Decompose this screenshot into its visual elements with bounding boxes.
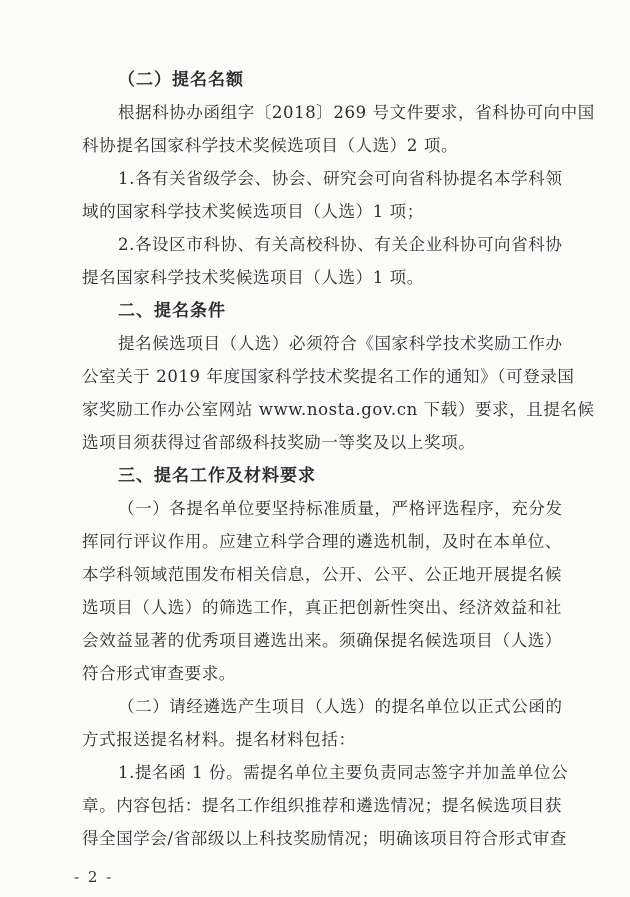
section-heading-quota: （二）提名名额: [118, 70, 244, 90]
paragraph-line: 符合形式审查要求。: [82, 664, 236, 683]
page-number: - 2 -: [74, 868, 114, 886]
paragraph-line: （二）请经遴选产生项目（人选）的提名单位以正式公函的: [118, 697, 563, 716]
section-heading-conditions: 二、提名条件: [118, 301, 226, 321]
paragraph-line: 提名候选项目（人选）必须符合《国家科学技术奖励工作办: [118, 334, 563, 353]
paragraph-line: 2.各设区市科协、有关高校科协、有关企业科协可向省科协: [118, 235, 563, 254]
paragraph-line: （一）各提名单位要坚持标准质量，严格评选程序，充分发: [118, 499, 563, 518]
paragraph-line: 1.各有关省级学会、协会、研究会可向省科协提名本学科领: [118, 169, 563, 188]
paragraph-line: 挥同行评议作用。应建立科学合理的遴选机制，及时在本单位、: [82, 532, 562, 551]
paragraph-line: 选项目（人选）的筛选工作，真正把创新性突出、经济效益和社: [82, 598, 562, 617]
paragraph-line: 会效益显著的优秀项目遴选出来。须确保提名候选项目（人选）: [82, 631, 562, 650]
paragraph-line: 本学科领域范围发布相关信息，公开、公平、公正地开展提名候: [82, 565, 562, 584]
paragraph-line: 根据科协办函组字〔2018〕269 号文件要求，省科协可向中国: [118, 103, 595, 122]
paragraph-line: 方式报送提名材料。提名材料包括：: [82, 730, 356, 749]
paragraph-line: 提名国家科学技术奖候选项目（人选）1 项。: [82, 268, 424, 287]
paragraph-line: 1.提名函 1 份。需提名单位主要负责同志签字并加盖单位公: [118, 763, 569, 782]
paragraph-line: 选项目须获得过省部级科技奖励一等奖及以上奖项。: [82, 433, 476, 452]
paragraph-line: 科协提名国家科学技术奖候选项目（人选）2 项。: [82, 136, 459, 155]
paragraph-line: 域的国家科学技术奖候选项目（人选）1 项；: [82, 202, 424, 221]
section-heading-requirements: 三、提名工作及材料要求: [118, 466, 316, 486]
paragraph-line: 家奖励工作办公室网站 www.nosta.gov.cn 下载）要求，且提名候: [82, 400, 595, 419]
paragraph-line: 公室关于 2019 年度国家科学技术奖提名工作的通知》（可登录国: [82, 367, 575, 386]
paragraph-line: 章。内容包括：提名工作组织推荐和遴选情况；提名候选项目获: [82, 796, 562, 815]
paragraph-line: 得全国学会/省部级以上科技奖励情况；明确该项目符合形式审查: [82, 829, 567, 848]
